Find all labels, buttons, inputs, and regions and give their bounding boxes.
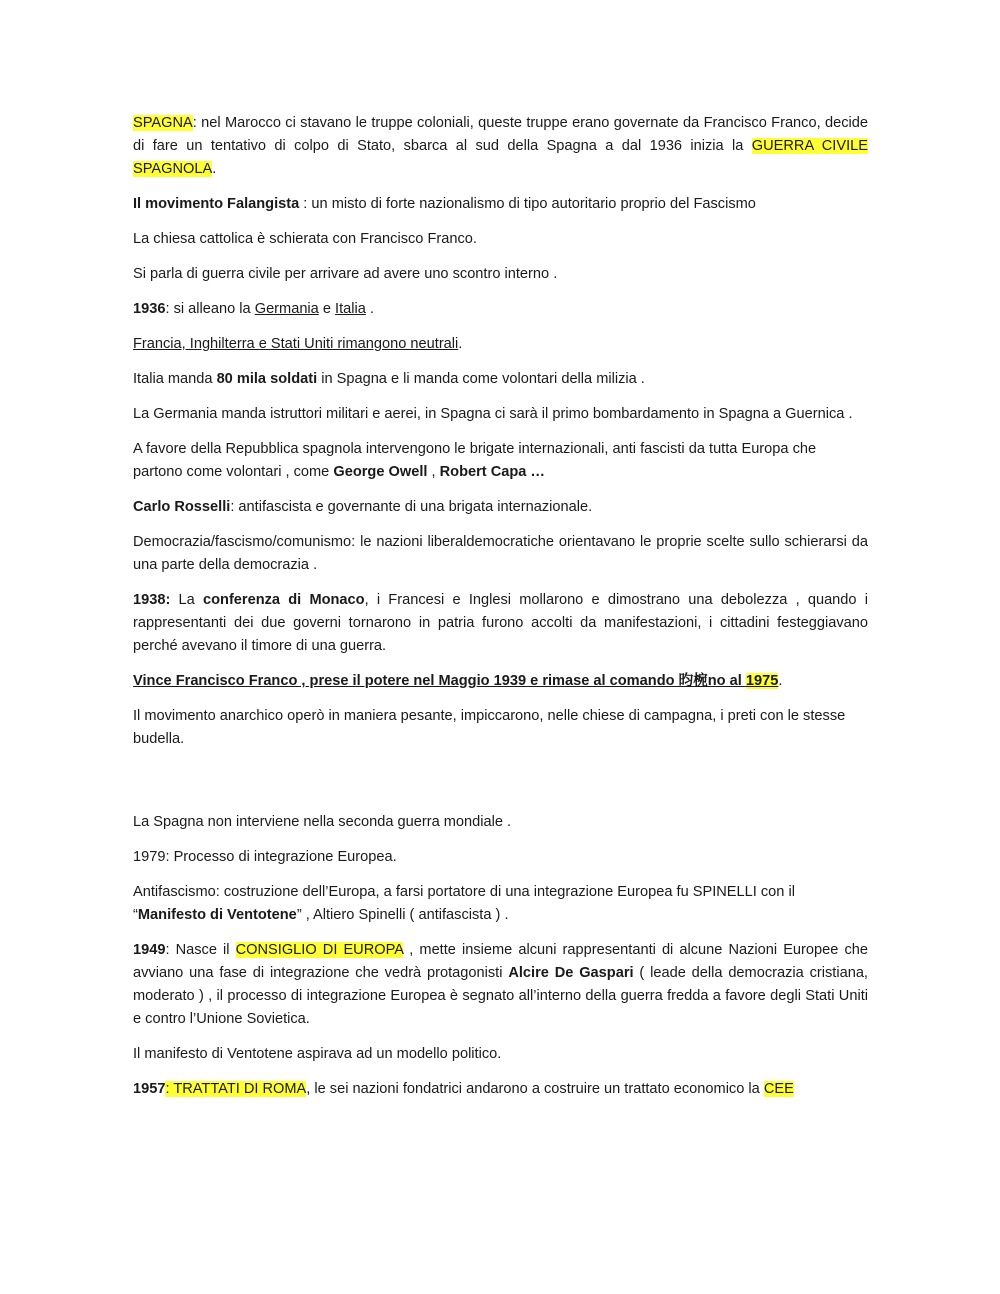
paragraph-anarchico: Il movimento anarchico operò in maniera pesante, impiccarono, nelle chiese di campagna, i preti con le stesse budella. — [133, 708, 846, 747]
text: : Nasce il — [165, 942, 236, 958]
highlight-guerra-civile: GUERRA CIVILE SPAGNOLA — [133, 138, 868, 177]
paragraph-germania-manda: La Germania manda istruttori militari e aerei, in Spagna ci sarà il primo bombardamento in Spagna a Guernica . — [133, 406, 853, 422]
paragraph-falangista — [133, 193, 868, 216]
text: . — [458, 336, 463, 352]
bold-term: Il movimento Falangista — [133, 196, 300, 212]
bold-year: 1957 — [133, 1081, 166, 1097]
text: ” , Altiero Spinelli ( antifascista ) . — [296, 907, 509, 923]
highlight-trattati: : TRATTATI DI ROMA — [165, 1081, 307, 1097]
text: : antifascista e governante di una brigata internazionale. — [230, 499, 593, 515]
highlight-spagna: SPAGNA — [133, 115, 193, 131]
bold-monaco: conferenza di Monaco — [203, 592, 365, 608]
text: , mette insieme alcuni rappresentanti di alcune Nazioni Europee che avviano una fase di integrazione che vedrà protagonisti — [133, 942, 868, 981]
bold-de-gaspari: Alcire De Gaspari — [508, 965, 634, 981]
paragraph-manifesto: Il manifesto di Ventotene aspirava ad un modello politico. — [133, 1046, 502, 1062]
paragraph-spagna — [133, 112, 868, 181]
paragraph-antifascismo — [133, 881, 868, 927]
text: . — [212, 161, 217, 177]
text: , le sei nazioni fondatrici andarono a costruire un trattato economico la — [306, 1081, 764, 1097]
text: : si alleano la — [165, 301, 255, 317]
text: e — [318, 301, 336, 317]
bold-underlined-franco: Vince Francisco Franco , prese il potere nel Maggio 1939 e rimase al comando 昀椀no al — [133, 673, 746, 689]
paragraph-rosselli — [133, 496, 868, 519]
text: , — [427, 464, 440, 480]
bold-year: 1949 — [133, 942, 166, 958]
bold-soldati: 80 mila soldati — [216, 371, 318, 387]
bold-rosselli: Carlo Rosselli — [133, 499, 231, 515]
paragraph-1949 — [133, 939, 868, 1031]
paragraph-vince-franco — [133, 670, 868, 693]
text: La — [170, 592, 203, 608]
paragraph-neutrali — [133, 333, 868, 356]
bold-manifesto: Manifesto di Ventotene — [137, 907, 297, 923]
paragraph-spagna-neutrale: La Spagna non interviene nella seconda guerra mondiale . — [133, 814, 512, 830]
paragraph-italia-manda — [133, 368, 868, 391]
highlight-consiglio: CONSIGLIO DI EUROPA — [235, 942, 404, 958]
text: in Spagna e li manda come volontari della milizia . — [317, 371, 645, 387]
paragraph-1938 — [133, 589, 868, 658]
document-page — [133, 112, 868, 1113]
underlined-italia: Italia — [335, 301, 366, 317]
text: , i Francesi e Inglesi mollarono e dimostrano una debolezza , quando i rappresentanti dei due governi tornarono in patria furono accolti da manifestazioni, i cittadini festeggiavano perché avevano il timore di una guerra. — [133, 592, 868, 654]
paragraph-guerra-civile: Si parla di guerra civile per arrivare ad avere uno scontro interno . — [133, 266, 558, 282]
text: ( leade della democrazia cristiana, moderato ) , il processo di integrazione Europea è segnato all’interno della guerra fredda a favore degli Stati Uniti e contro l’Unione Sovietica. — [133, 965, 868, 1027]
paragraph-1936 — [133, 298, 868, 321]
text: Italia manda — [133, 371, 217, 387]
bold-year: 1938: — [133, 592, 171, 608]
text: . — [365, 301, 374, 317]
paragraph-chiesa: La chiesa cattolica è schierata con Francisco Franco. — [133, 231, 477, 247]
bold-capa: Robert Capa … — [439, 464, 546, 480]
text: Antifascismo: costruzione dell’Europa, a farsi portatore di una integrazione Europea fu SPINELLI con il “ — [133, 884, 795, 923]
text: A favore della Repubblica spagnola intervengono le brigate internazionali, anti fascisti da tutta Europa che partono come volontari , come — [133, 441, 817, 480]
paragraph-democrazia: Democrazia/fascismo/comunismo: le nazioni liberaldemocratiche orientavano le proprie scelte sullo schierarsi da una parte della democrazia . — [133, 534, 868, 573]
bold-owell: George Owell — [333, 464, 428, 480]
text: : un misto di forte nazionalismo di tipo autoritario proprio del Fascismo — [299, 196, 756, 212]
paragraph-1957 — [133, 1078, 868, 1101]
highlight-cee: CEE — [763, 1081, 794, 1097]
paragraph-1979: 1979: Processo di integrazione Europea. — [133, 849, 397, 865]
text: . — [778, 673, 783, 689]
blank-space — [133, 763, 868, 811]
underlined-neutrali: Francia, Inghilterra e Stati Uniti rimangono neutrali — [133, 336, 459, 352]
paragraph-brigate — [133, 438, 868, 484]
text: : nel Marocco ci stavano le truppe coloniali, queste truppe erano governate da Francisco Franco, decide di fare un tentativo di colpo di Stato, sbarca al sud della Spagna a dal 1936 inizia la — [133, 115, 868, 154]
underlined-germania: Germania — [254, 301, 319, 317]
highlight-1975: 1975 — [745, 673, 779, 689]
bold-year: 1936 — [133, 301, 166, 317]
